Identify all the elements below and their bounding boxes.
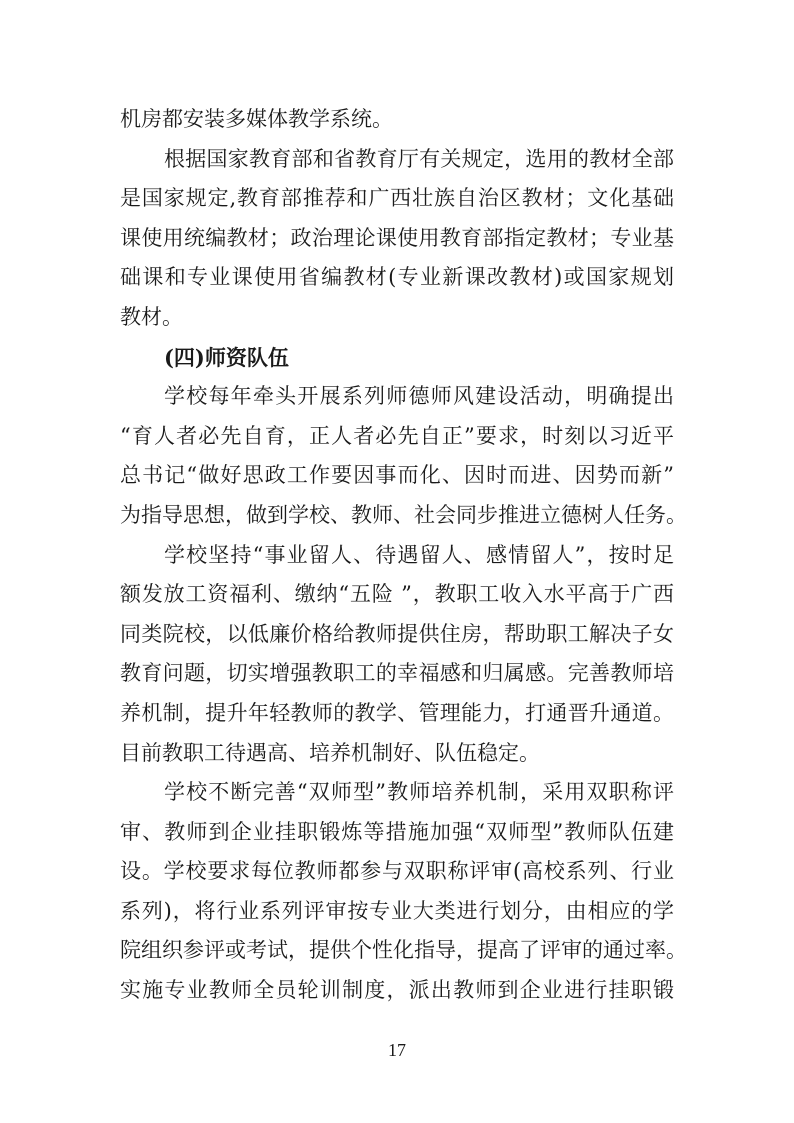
paragraph-textbook-line: 教材。: [120, 304, 183, 329]
paragraph-welfare-line: 同类院校，以低廉价格给教师提供住房，帮助职工解决子女: [120, 621, 674, 646]
paragraph-welfare-line: 学校坚持“事业留人、待遇留人、感情留人”，按时足: [164, 542, 674, 567]
paragraph-textbook-line: 是国家规定,教育部推荐和广西壮族自治区教材；文化基础: [120, 186, 674, 211]
paragraph-continuation-line: 机房都安装多媒体教学系统。: [120, 107, 393, 131]
paragraph-dual-teacher-line: 学校不断完善“双师型”教师培养机制，采用双职称评: [164, 780, 674, 805]
document-body: [120, 100, 687, 1011]
paragraph-textbook-line: 础课和专业课使用省编教材(专业新课改教材)或国家规划: [120, 265, 674, 290]
paragraph-ethics-line: 总书记“做好思政工作要因事而化、因时而进、因势而新”: [120, 463, 674, 488]
paragraph-dual-teacher-line: 审、教师到企业挂职锻炼等措施加强“双师型”教师队伍建: [120, 819, 674, 844]
paragraph-ethics-line: 为指导思想，做到学校、教师、社会同步推进立德树人任务。: [120, 502, 687, 527]
paragraph-welfare-line: 目前教职工待遇高、培养机制好、队伍稳定。: [120, 740, 540, 765]
paragraph-dual-teacher-line: 系列)，将行业系列评审按专业大类进行划分，由相应的学: [120, 898, 674, 923]
paragraph-textbook-line: 根据国家教育部和省教育厅有关规定，选用的教材全部: [164, 146, 674, 171]
section-heading: (四)师资队伍: [164, 344, 289, 370]
paragraph-welfare-line: 额发放工资福利、缴纳“五险 ”，教职工收入水平高于广西: [120, 582, 674, 607]
paragraph-ethics-line: “育人者必先自育，正人者必先自正”要求，时刻以习近平: [120, 423, 674, 448]
paragraph-ethics-line: 学校每年牵头开展系列师德师风建设活动，明确提出: [164, 384, 674, 409]
paragraph-welfare-line: 教育问题，切实增强教职工的幸福感和归属感。完善教师培: [120, 661, 674, 686]
paragraph-dual-teacher-line: 设。学校要求每位教师都参与双职称评审(高校系列、行业: [120, 859, 674, 884]
paragraph-welfare-line: 养机制，提升年轻教师的教学、管理能力，打通晋升通道。: [120, 700, 674, 725]
paragraph-dual-teacher-line: 实施专业教师全员轮训制度，派出教师到企业进行挂职锻: [120, 978, 674, 1003]
page-number: 17: [388, 1040, 406, 1060]
paragraph-dual-teacher-line: 院组织参评或考试，提供个性化指导，提高了评审的通过率。: [120, 938, 687, 963]
paragraph-textbook-line: 课使用统编教材；政治理论课使用教育部指定教材；专业基: [120, 225, 674, 250]
